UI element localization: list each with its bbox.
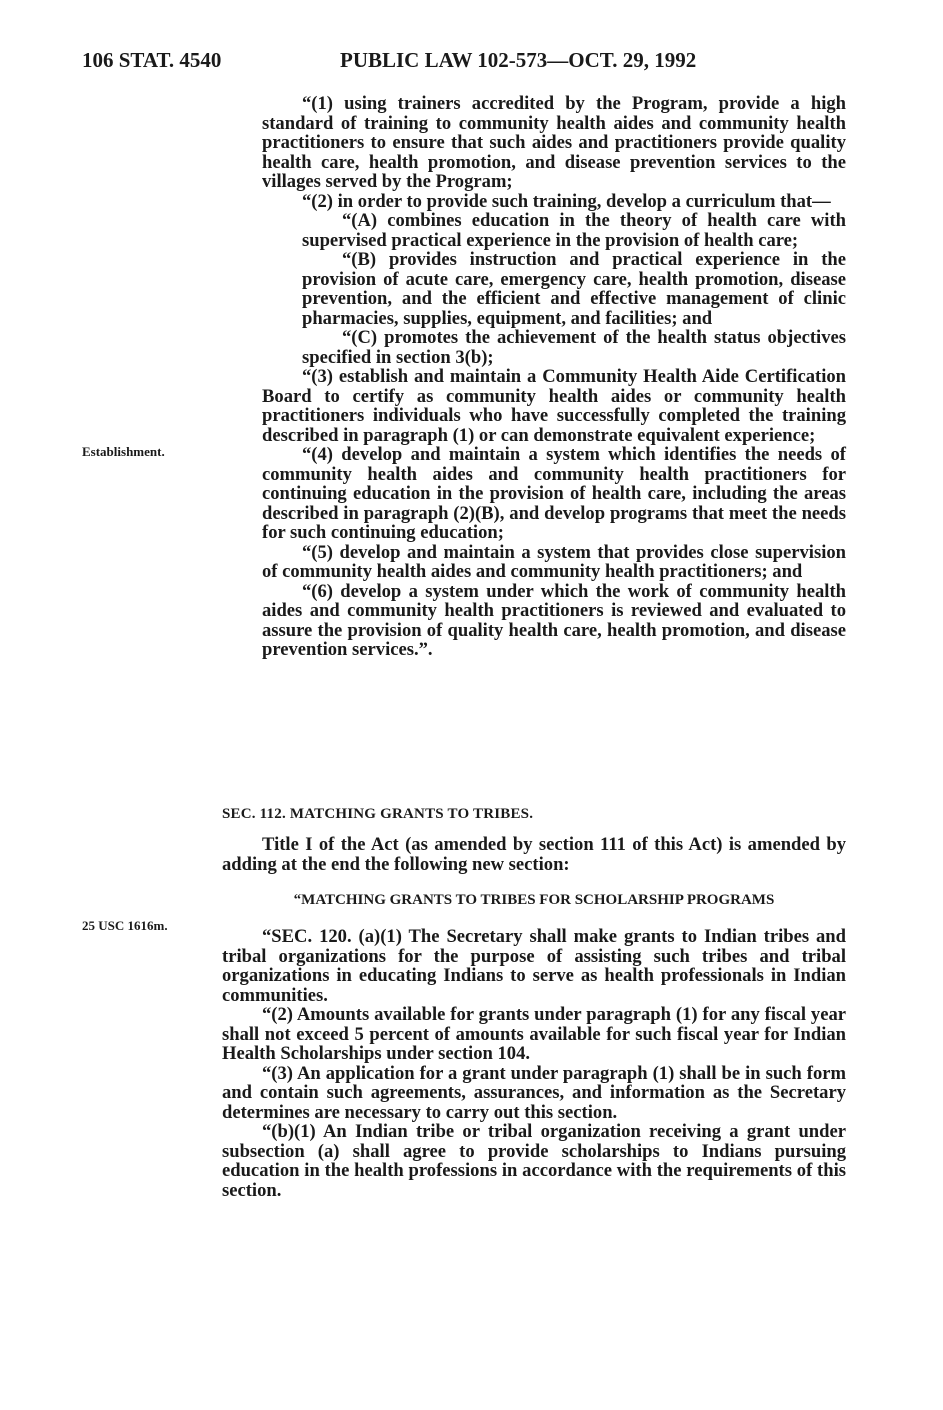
public-law-title: PUBLIC LAW 102-573—OCT. 29, 1992 bbox=[340, 48, 697, 72]
section-intro: Title I of the Act (as amended by section 111 of this Act) is amended by adding at the end the following new section: bbox=[222, 834, 846, 875]
paragraph-3: “(3) establish and maintain a Community Health Aide Certification Board to certify as community health aides or community health practitioners individuals who have successfully completed the training described in paragraph (1) or can demonstrate equivalent experience; bbox=[262, 366, 846, 446]
paragraph-4: “(4) develop and maintain a system which identifies the needs of community health aides and community health practitioners for continuing education in the provision of health care, including the areas described in paragraph (2)(B), and develop programs that meet the needs for such continuing education; bbox=[262, 444, 846, 543]
section-112-block bbox=[222, 806, 846, 1200]
page-header bbox=[82, 48, 845, 78]
section-120-a2: “(2) Amounts available for grants under paragraph (1) for any fiscal year shall not exceed 5 percent of amounts available for such fiscal year for Indian Health Scholarships under section 104. bbox=[222, 1004, 846, 1064]
paragraph-5: “(5) develop and maintain a system that provides close supervision of community health aides and community health practitioners; and bbox=[262, 541, 846, 582]
section-subheading: “MATCHING GRANTS TO TRIBES FOR SCHOLARSHIP PROGRAMS bbox=[293, 892, 775, 908]
paragraph-2b: “(B) provides instruction and practical experience in the provision of acute care, emergency care, health promotion, disease prevention, and the efficient and effective management of clinic pharmacies, supplies, equipment, and facilities; and bbox=[302, 249, 846, 329]
statute-page-number: 106 STAT. 4540 bbox=[82, 48, 222, 72]
paragraph-2a: “(A) combines education in the theory of health care with supervised practical experience in the provision of health care; bbox=[302, 210, 846, 251]
paragraph-2: “(2) in order to provide such training, develop a curriculum that— bbox=[302, 190, 831, 212]
paragraph-6: “(6) develop a system under which the work of community health aides and community health practitioners is reviewed and evaluated to assure the provision of quality health care, health promotion, and disease prevention services.”. bbox=[262, 580, 846, 660]
paragraph-2c: “(C) promotes the achievement of the health status objectives specified in section 3(b); bbox=[302, 327, 846, 368]
section-120-b1: “(b)(1) An Indian tribe or tribal organization receiving a grant under subsection (a) shall agree to provide scholarships to Indians pursuing education in the health professions in accordance with the requirements of this section. bbox=[222, 1121, 846, 1201]
paragraph-1: “(1) using trainers accredited by the Program, provide a high standard of training to community health aides and community health practitioners to ensure that such aides and practitioners provide quality health care, health promotion, and disease prevention services to the villages served by the Program; bbox=[262, 93, 846, 192]
section-120-a3: “(3) An application for a grant under paragraph (1) shall be in such form and contain such agreements, assurances, and information as the Secretary determines are necessary to carry out this section. bbox=[222, 1062, 846, 1123]
margin-note-establishment: Establishment. bbox=[82, 444, 165, 459]
section-heading: SEC. 112. MATCHING GRANTS TO TRIBES. bbox=[222, 806, 534, 822]
amendment-text-block bbox=[262, 94, 846, 660]
margin-note-usc-citation: 25 USC 1616m. bbox=[82, 918, 168, 933]
section-120-a1: “SEC. 120. (a)(1) The Secretary shall make grants to Indian tribes and tribal organizations for the purpose of assisting such tribes and tribal organizations in educating Indians to serve as health professionals in Indian communities. bbox=[222, 926, 846, 1006]
